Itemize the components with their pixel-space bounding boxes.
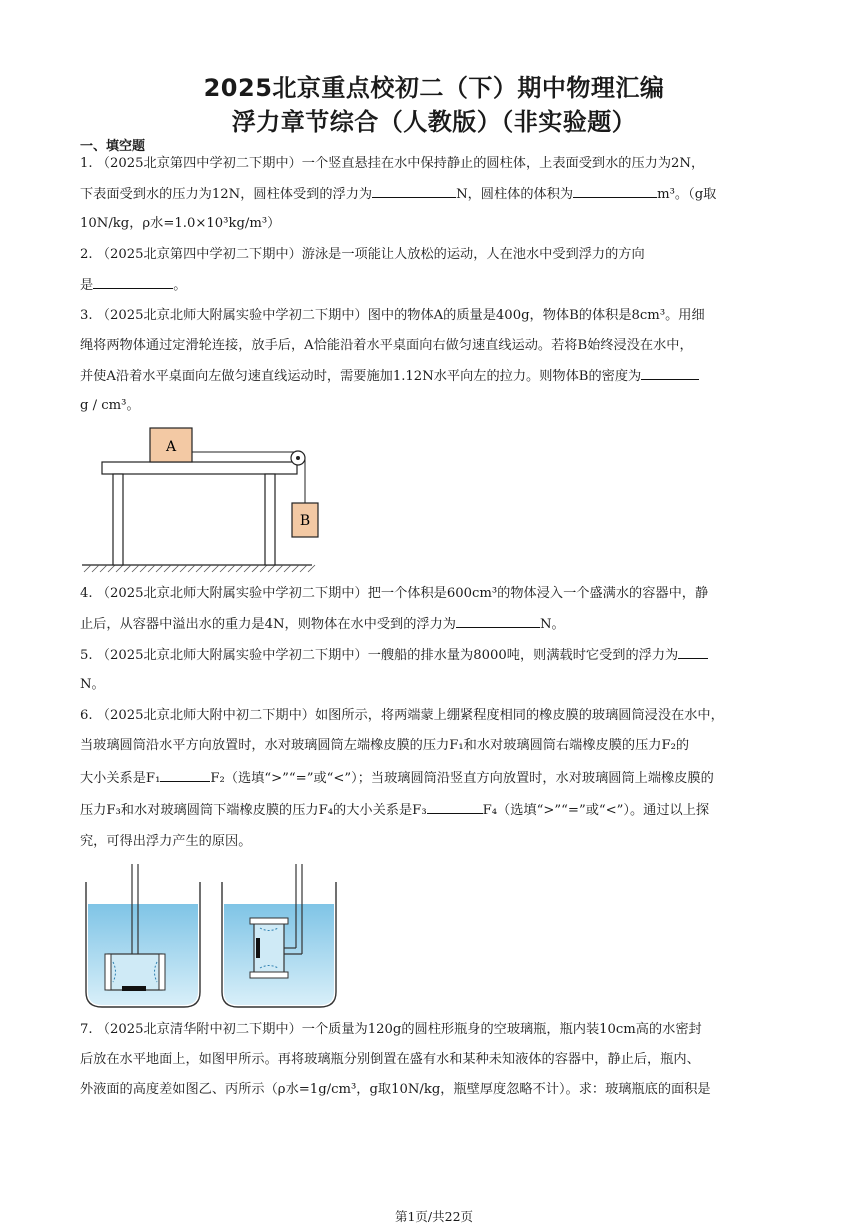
document-subtitle: 浮力章节综合（人教版）（非实验题） <box>231 108 637 136</box>
q6-blank-2[interactable] <box>427 801 483 814</box>
beaker-horizontal <box>86 864 200 1007</box>
q4-text-b: N。 <box>540 617 565 632</box>
q2-line-1: 2. （2025北京第四中学初二下期中）游泳是一项能让人放松的运动，人在池水中受到浮力的方向 <box>80 247 645 262</box>
q1-text-c: m³。（g取 <box>657 187 717 202</box>
q4-text-a: 止后，从容器中溢出水的重力是4N，则物体在水中受到的浮力为 <box>80 617 456 632</box>
q5-line-1 <box>80 646 792 665</box>
q6-line-2: 当玻璃圆筒沿水平方向放置时，水对玻璃圆筒左端橡皮膜的压力F₁和水对玻璃圆筒右端橡皮膜的压力F₂的 <box>80 738 690 753</box>
q4-line-1: 4. （2025北京北师大附属实验中学初二下期中）把一个体积是600cm³的物体浸入一个盛满水的容器中，静 <box>80 586 709 601</box>
q6-line-3 <box>80 769 792 788</box>
q6-figure-beakers <box>80 862 340 1010</box>
q1-text-b: N，圆柱体的体积为 <box>456 187 574 202</box>
table-leg-left <box>113 474 123 565</box>
q5-blank[interactable] <box>678 646 708 659</box>
q7-line-1: 7. （2025北京清华附中初二下期中）一个质量为120g的圆柱形瓶身的空玻璃瓶，瓶内装10cm高的水密封 <box>80 1022 702 1037</box>
q6-line-1: 6. （2025北京北师大附中初二下期中）如图所示，将两端蒙上绷紧程度相同的橡皮膜的玻璃圆筒浸没在水中， <box>80 708 724 723</box>
q1-text-a: 下表面受到水的压力为12N，圆柱体受到的浮力为 <box>80 187 373 202</box>
q3-line-1: 3. （2025北京北师大附属实验中学初二下期中）图中的物体A的质量是400g，物体B的体积是8cm³。用细 <box>80 308 705 323</box>
page-footer: 第1页/共22页 <box>394 1209 474 1224</box>
q4-line-2 <box>80 615 792 634</box>
block-b-label: B <box>299 513 311 529</box>
q7-line-3: 外液面的高度差如图乙、丙所示（ρ水=1g/cm³，g取10N/kg，瓶壁厚度忽略不计）。求：玻璃瓶底的面积是 <box>80 1082 711 1097</box>
q3-line-2: 绳将两物体通过定滑轮连接，放手后，A恰能沿着水平桌面向右做匀速直线运动。若将B始终浸没在水中， <box>80 338 693 353</box>
q2-blank[interactable] <box>93 276 173 289</box>
q2-text-b: 。 <box>173 278 187 293</box>
q6-line-5: 究，可得出浮力产生的原因。 <box>80 834 252 849</box>
beaker-vertical <box>222 864 336 1007</box>
q1-line-1: 1. （2025北京第四中学初二下期中）一个竖直悬挂在水中保持静止的圆柱体，上表面受到水的压力为2N， <box>80 156 705 171</box>
q1-blank-1[interactable] <box>372 185 456 198</box>
q3-line-4: g / cm³。 <box>80 398 140 413</box>
q5-text-a: 5. （2025北京北师大附属实验中学初二下期中）一艘船的排水量为8000吨，则满载时它受到的浮力为 <box>80 648 679 663</box>
q6-text-d: F₄（选填“>”“=”或“<”）。通过以上探 <box>482 803 710 818</box>
block-a-label: A <box>165 439 177 455</box>
q3-text-a: 并使A沿着水平桌面向左做匀速直线运动时，需要施加1.12N水平向左的拉力。则物体B的密度为 <box>80 369 642 384</box>
q1-blank-2[interactable] <box>573 185 657 198</box>
q6-text-c: 压力F₃和水对玻璃圆筒下端橡皮膜的压力F₄的大小关系是F₃ <box>80 803 427 818</box>
floor-hatch <box>82 565 315 572</box>
q5-line-2: N。 <box>80 677 105 692</box>
table-top <box>102 462 297 474</box>
q2-line-2 <box>80 276 792 295</box>
q3-figure-pulley <box>80 425 320 573</box>
q4-blank[interactable] <box>456 615 540 628</box>
q7-line-2: 后放在水平地面上，如图甲所示。再将玻璃瓶分别倒置在盛有水和某种未知液体的容器中，静止后，瓶内、 <box>80 1052 700 1067</box>
q1-line-3: 10N/kg，ρ水=1.0×10³kg/m³） <box>80 216 281 231</box>
q6-line-4 <box>80 801 792 820</box>
q1-line-2 <box>80 185 792 204</box>
q3-line-3 <box>80 367 792 386</box>
q6-text-a: 大小关系是F₁ <box>80 771 161 786</box>
q2-text-a: 是 <box>80 278 94 293</box>
q3-blank[interactable] <box>641 367 699 380</box>
section-heading: 一、填空题 <box>80 139 146 154</box>
q6-text-b: F₂（选填“>”“=”或“<”）；当玻璃圆筒沿竖直方向放置时，水对玻璃圆筒上端橡皮膜的 <box>210 771 714 786</box>
document-title: 2025北京重点校初二（下）期中物理汇编 <box>203 74 665 102</box>
glass-tube-horizontal <box>108 954 162 990</box>
table-leg-right <box>265 474 275 565</box>
q6-blank-1[interactable] <box>160 769 210 782</box>
